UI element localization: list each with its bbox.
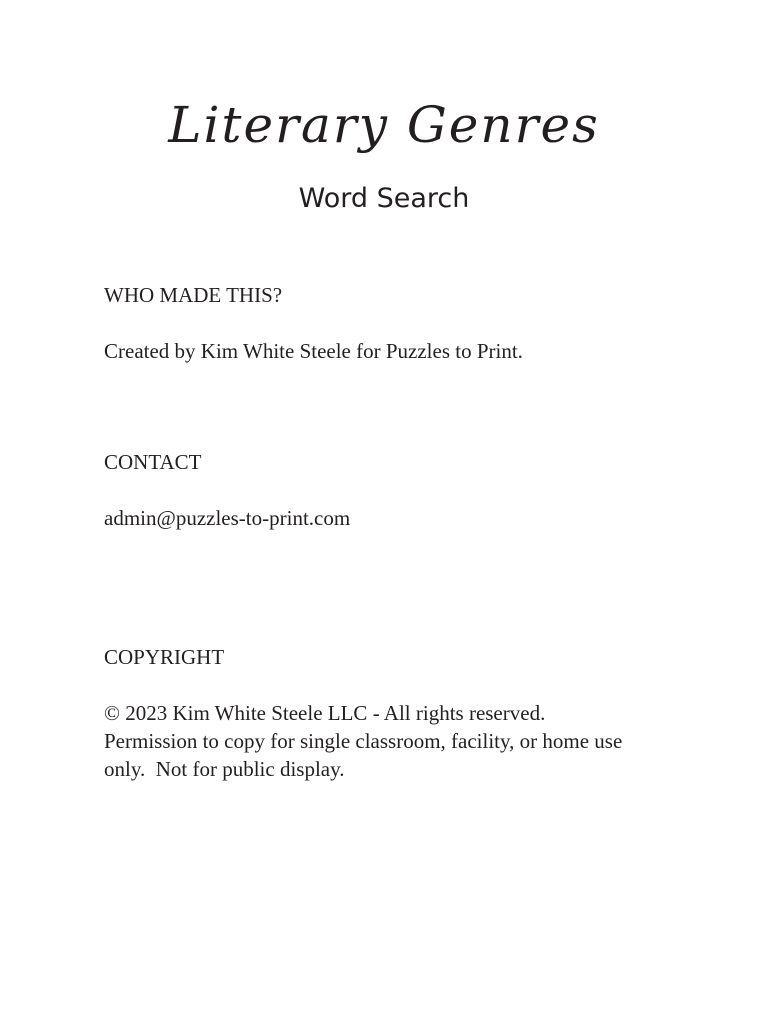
- copyright-notice: [104, 699, 684, 783]
- copyright-heading: COPYRIGHT: [104, 645, 225, 669]
- who-made-this-heading: WHO MADE THIS?: [104, 283, 283, 307]
- creator-credit: Created by Kim White Steele for Puzzles to Print.: [104, 339, 523, 363]
- copyright-line-1: © 2023 Kim White Steele LLC - All rights reserved.: [104, 701, 546, 725]
- contact-heading: CONTACT: [104, 450, 202, 474]
- page-subtitle: Word Search: [298, 183, 470, 214]
- copyright-line-3: only. Not for public display.: [104, 757, 345, 781]
- contact-email: admin@puzzles-to-print.com: [104, 506, 351, 530]
- copyright-line-2: Permission to copy for single classroom, facility, or home use: [104, 729, 623, 753]
- page-title: Literary Genres: [168, 96, 600, 154]
